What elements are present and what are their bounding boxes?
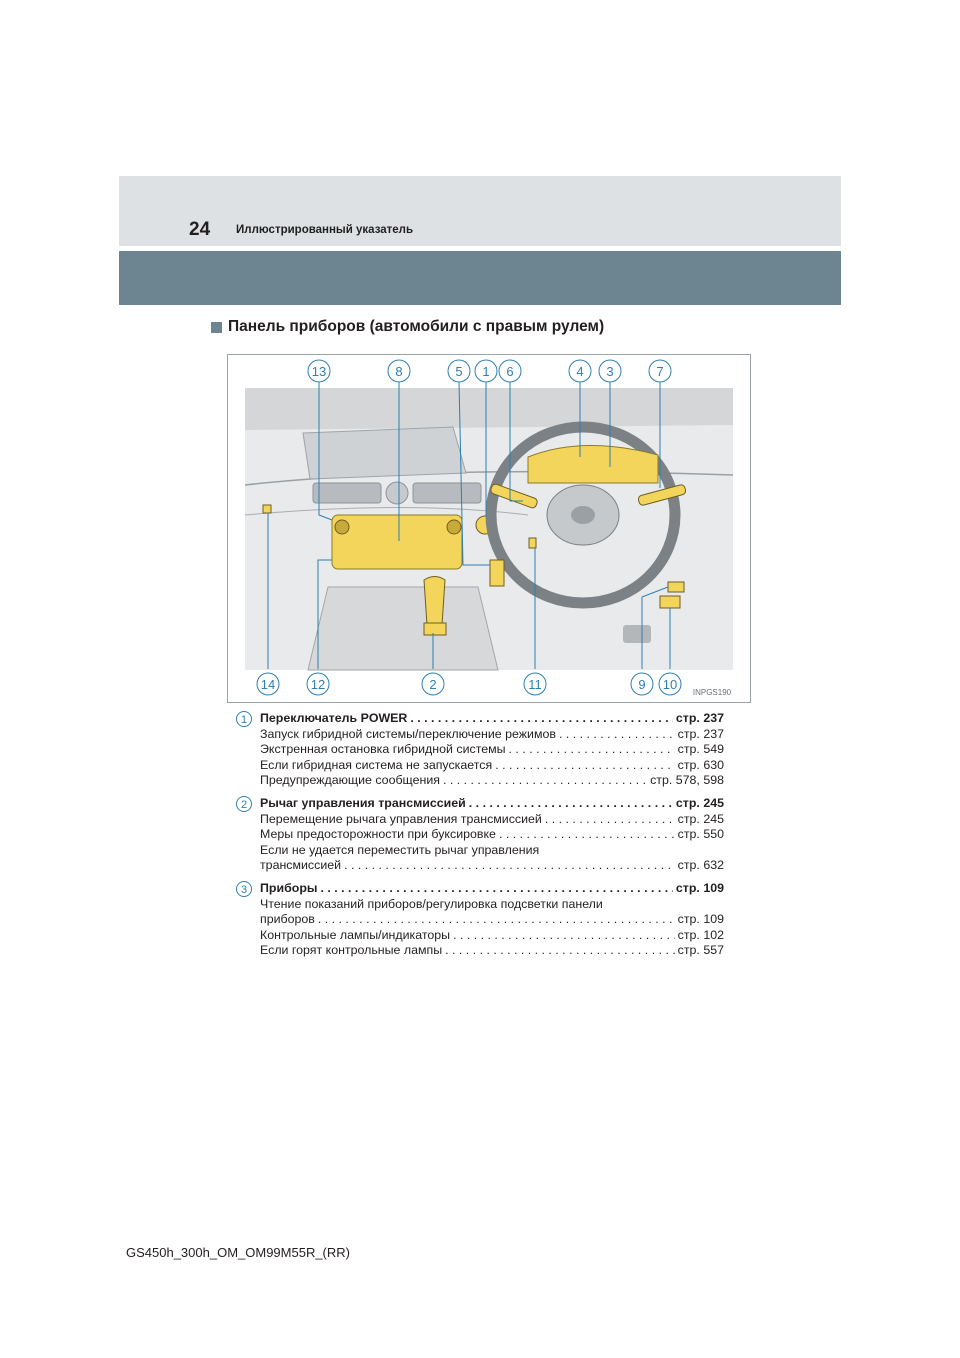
item-text: Предупреждающие сообщения	[260, 773, 440, 788]
callout-2	[422, 673, 444, 695]
svg-text:1: 1	[482, 364, 490, 379]
callout-12	[307, 673, 329, 695]
item-page: стр. 549	[677, 742, 724, 757]
callout-8	[388, 360, 410, 382]
callout-11	[524, 673, 546, 695]
item-page: стр. 632	[677, 858, 724, 873]
callout-1	[475, 360, 497, 382]
climate-knob-left	[335, 520, 349, 534]
item-text: приборов	[260, 912, 315, 927]
section-square-icon	[211, 322, 222, 333]
image-code: INPGS190	[692, 688, 732, 697]
entry-item	[260, 858, 724, 874]
number-badge-icon	[236, 796, 254, 814]
item-page: стр. 578, 598	[650, 773, 724, 788]
callout-7	[649, 360, 671, 382]
svg-text:2: 2	[429, 677, 437, 692]
item-text: Меры предосторожности при буксировке	[260, 827, 496, 842]
entry-item	[260, 912, 724, 928]
lexus-emblem	[571, 506, 595, 524]
item-text: трансмиссией	[260, 858, 342, 873]
entry-title-line	[260, 796, 724, 812]
climate-knob-right	[447, 520, 461, 534]
header-dark-band	[119, 251, 841, 305]
dashboard-illustration	[228, 355, 750, 702]
item-text: Экстренная остановка гибридной системы	[260, 742, 506, 757]
pedal	[623, 625, 651, 643]
entry-title-line	[260, 711, 724, 727]
callout-6	[499, 360, 521, 382]
switch-9	[668, 582, 684, 592]
svg-text:6: 6	[506, 364, 514, 379]
callout-9	[631, 673, 653, 695]
item-page: стр. 557	[677, 943, 724, 958]
svg-text:11: 11	[528, 677, 542, 692]
callout-5	[448, 360, 470, 382]
left-vent	[313, 483, 381, 503]
entry-item	[260, 943, 724, 959]
entry-item	[260, 758, 724, 774]
entry-item	[260, 928, 724, 944]
item-page: стр. 109	[677, 912, 724, 927]
entry-page: стр. 109	[675, 880, 724, 895]
entry-item	[260, 773, 724, 789]
header-title: Иллюстрированный указатель	[236, 224, 414, 236]
section-heading	[211, 318, 604, 336]
shift-boot	[424, 623, 446, 635]
item-page: стр. 630	[677, 757, 724, 772]
entry-2	[236, 796, 724, 874]
entry-title: Приборы	[260, 880, 318, 895]
display-screen	[303, 427, 466, 479]
entry-item	[260, 812, 724, 828]
footer-doc-code: GS450h_300h_OM_OM99M55R_(RR)	[126, 1245, 350, 1260]
svg-text:1: 1	[240, 714, 248, 726]
number-badge-icon	[236, 711, 254, 729]
svg-text:4: 4	[576, 364, 584, 379]
svg-text:14: 14	[260, 677, 276, 692]
item-page: стр. 550	[677, 827, 724, 842]
callout-14	[257, 673, 279, 695]
climate-panel	[332, 515, 462, 569]
entry-item	[260, 827, 724, 843]
svg-text:8: 8	[395, 364, 403, 379]
entry-item-lead: Чтение показаний приборов/регулировка подсветки панели	[260, 896, 603, 911]
section-title: Панель приборов (автомобили с правым рулем)	[228, 318, 605, 335]
item-page: стр. 245	[677, 811, 724, 826]
svg-text:13: 13	[311, 364, 327, 379]
entry-title: Рычаг управления трансмиссией	[260, 795, 466, 810]
entry-item-lead: Если не удается переместить рычаг управления	[260, 842, 540, 857]
item-text: Перемещение рычага управления трансмиссией	[260, 811, 542, 826]
callout-3	[599, 360, 621, 382]
entry-3	[236, 881, 724, 959]
entry-page: стр. 237	[675, 711, 724, 725]
entry-item	[260, 727, 724, 743]
number-badge-icon	[236, 881, 254, 899]
svg-text:2: 2	[240, 798, 248, 811]
item-page: стр. 237	[677, 726, 724, 741]
svg-text:12: 12	[310, 677, 326, 692]
item-text: Запуск гибридной системы/переключение режимов	[260, 726, 556, 741]
center-console	[308, 587, 498, 670]
top-callouts	[308, 360, 671, 382]
entry-1	[236, 711, 724, 789]
entry-page: стр. 245	[675, 795, 724, 810]
entry-item	[260, 742, 724, 758]
callout-13	[308, 360, 330, 382]
svg-text:3: 3	[606, 364, 614, 379]
tilt-switch	[529, 538, 536, 548]
seat-switches	[490, 560, 504, 586]
dashboard-figure	[227, 354, 751, 703]
callout-10	[659, 673, 681, 695]
entry-title-line	[260, 881, 724, 897]
switch-10	[660, 596, 680, 608]
svg-text:5: 5	[455, 364, 463, 379]
svg-text:10: 10	[662, 677, 678, 692]
page-number: 24	[189, 219, 211, 240]
callout-4	[569, 360, 591, 382]
clock	[386, 482, 408, 504]
item-text: Если гибридная система не запускается	[260, 757, 493, 772]
entry-title: Переключатель POWER	[260, 711, 408, 725]
item-page: стр. 102	[677, 927, 724, 942]
svg-text:7: 7	[656, 364, 664, 379]
right-vent	[413, 483, 481, 503]
shift-lever	[424, 577, 445, 626]
item-text: Контрольные лампы/индикаторы	[260, 927, 451, 942]
item-text: Если горят контрольные лампы	[260, 943, 443, 958]
index-entries	[236, 711, 724, 966]
header-band	[119, 176, 841, 246]
svg-text:9: 9	[638, 677, 646, 692]
svg-text:3: 3	[240, 883, 248, 896]
switch-14	[263, 505, 271, 513]
instrument-cluster	[528, 445, 658, 483]
bottom-callouts	[257, 673, 681, 695]
